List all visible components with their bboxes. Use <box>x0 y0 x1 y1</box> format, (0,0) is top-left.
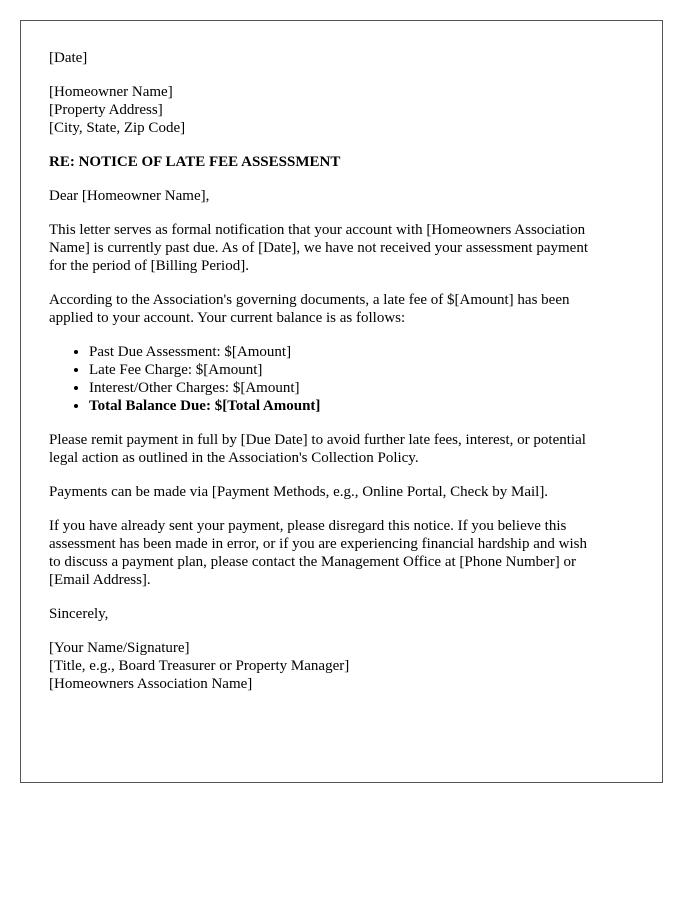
text-line: assessment has been made in error, or if you are experiencing financial hardship and wish <box>49 536 587 552</box>
closing: Sincerely, <box>49 606 109 622</box>
paragraph-remit <box>49 431 634 467</box>
signature-title: [Title, e.g., Board Treasurer or Property Manager] <box>49 658 350 674</box>
text-line: applied to your account. Your current balance is as follows: <box>49 310 406 326</box>
recipient-address <box>49 83 634 137</box>
balance-item-past-due: • Past Due Assessment: $[Amount] <box>89 343 634 361</box>
text-line: If you have already sent your payment, please disregard this notice. If you believe this <box>49 518 567 534</box>
balance-list <box>49 343 634 415</box>
paragraph-notification <box>49 221 634 275</box>
paragraph-payment-methods <box>49 483 634 501</box>
text-line: According to the Association's governing documents, a late fee of $[Amount] has been <box>49 292 570 308</box>
balance-item-late-fee: • Late Fee Charge: $[Amount] <box>89 361 634 379</box>
text-line: Please remit payment in full by [Due Date] to avoid further late fees, interest, or potential <box>49 432 586 448</box>
signature-block <box>49 639 634 693</box>
text-line: to discuss a payment plan, please contact the Management Office at [Phone Number] or <box>49 554 577 570</box>
text-line: for the period of [Billing Period]. <box>49 258 249 274</box>
signature-name: [Your Name/Signature] <box>49 640 190 656</box>
letter <box>20 20 663 783</box>
signature-association: [Homeowners Association Name] <box>49 676 253 692</box>
salutation: Dear [Homeowner Name], <box>49 188 210 204</box>
subject-line: RE: NOTICE OF LATE FEE ASSESSMENT <box>49 154 341 170</box>
balance-item-total: • Total Balance Due: $[Total Amount] <box>89 397 634 415</box>
text-line: This letter serves as formal notification that your account with [Homeowners Association <box>49 222 586 238</box>
paragraph-contact <box>49 517 634 589</box>
date: [Date] <box>49 50 88 66</box>
balance-item-interest: • Interest/Other Charges: $[Amount] <box>89 379 634 397</box>
recipient-name: [Homeowner Name] <box>49 84 173 100</box>
recipient-property-address: [Property Address] <box>49 102 163 118</box>
text-line: legal action as outlined in the Association's Collection Policy. <box>49 450 419 466</box>
paragraph-late-fee <box>49 291 634 327</box>
text-line: Payments can be made via [Payment Methods, e.g., Online Portal, Check by Mail]. <box>49 484 549 500</box>
recipient-city-state-zip: [City, State, Zip Code] <box>49 120 186 136</box>
text-line: Name] is currently past due. As of [Date], we have not received your assessment payment <box>49 240 588 256</box>
text-line: [Email Address]. <box>49 572 151 588</box>
